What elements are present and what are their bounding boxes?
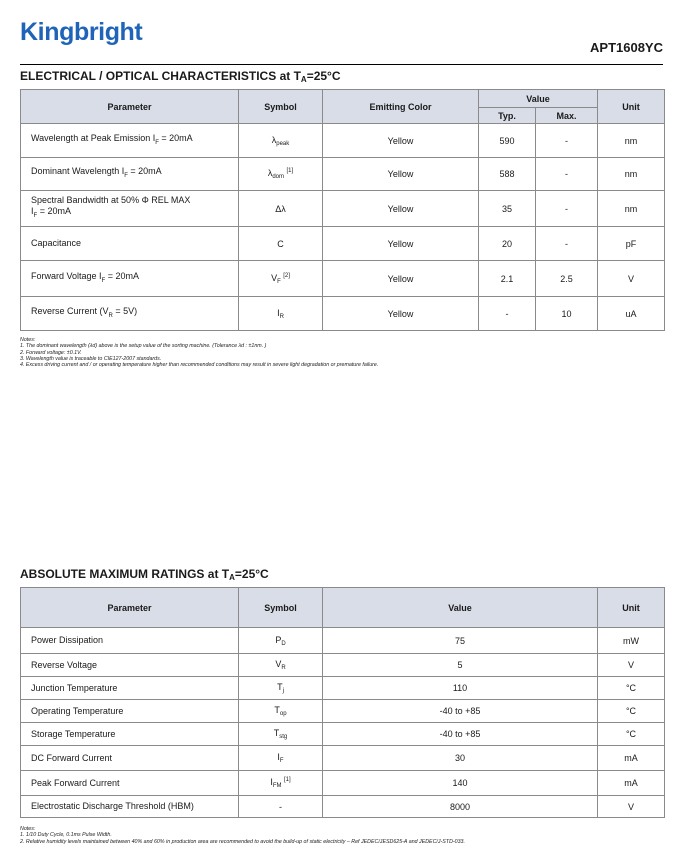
typ-value-cell: 588 bbox=[479, 158, 536, 191]
symbol-cell bbox=[239, 677, 323, 700]
typ-value-cell: 35 bbox=[479, 191, 536, 227]
col-header-typ: Typ. bbox=[479, 108, 536, 124]
symbol-subscript: F bbox=[277, 278, 281, 285]
symbol-base: V bbox=[275, 659, 282, 669]
symbol-cell bbox=[239, 191, 323, 227]
col-header-max: Max. bbox=[536, 108, 598, 124]
note-line: 1. The dominant wavelength (λd) above is the setup value of the sorting machine. (Tolerance λd : ±1nm. ) bbox=[20, 343, 267, 350]
max-value-cell: - bbox=[536, 158, 598, 191]
symbol-base: - bbox=[279, 801, 282, 812]
table-row bbox=[21, 771, 665, 796]
value-cell: 75 bbox=[323, 628, 598, 654]
parameter-condition: = 20mA bbox=[105, 270, 139, 281]
symbol-base: C bbox=[277, 238, 284, 249]
value-cell: 140 bbox=[323, 771, 598, 796]
typ-value-cell: 20 bbox=[479, 227, 536, 261]
symbol-note-ref: [1] bbox=[284, 777, 291, 783]
parameter-text: I bbox=[31, 206, 34, 217]
absolute-notes bbox=[20, 826, 465, 845]
parameter-condition: = 20mA bbox=[127, 166, 162, 177]
emitting-color-cell: Yellow bbox=[323, 191, 479, 227]
symbol-subscript: FM bbox=[272, 783, 282, 789]
col-header-value: Value bbox=[479, 90, 598, 108]
max-value-cell: - bbox=[536, 191, 598, 227]
parameter-condition: = 20mA bbox=[37, 206, 71, 217]
parameter-text: Dominant Wavelength I bbox=[31, 166, 125, 177]
col-header-unit: Unit bbox=[598, 588, 665, 628]
table-row bbox=[21, 677, 665, 700]
note-line: Notes: bbox=[20, 826, 36, 832]
table-row bbox=[21, 796, 665, 818]
table-row bbox=[21, 124, 665, 158]
table-row bbox=[21, 746, 665, 771]
parameter-cell bbox=[21, 158, 239, 191]
unit-cell: °C bbox=[598, 723, 665, 746]
unit-cell: V bbox=[598, 796, 665, 818]
max-value-cell: - bbox=[536, 124, 598, 158]
col-header-unit: Unit bbox=[598, 90, 665, 124]
emitting-color-cell: Yellow bbox=[323, 124, 479, 158]
parameter-cell: Operating Temperature bbox=[21, 700, 239, 723]
parameter-cell: Power Dissipation bbox=[21, 628, 239, 654]
table-row bbox=[21, 700, 665, 723]
symbol-base: λ bbox=[271, 134, 277, 145]
part-number: APT1608YC bbox=[590, 40, 663, 55]
parameter-condition: = 5V) bbox=[112, 305, 138, 316]
parameter-cell bbox=[21, 124, 239, 158]
note-line: 1. 1/10 Duty Cycle, 0.1ms Pulse Width. bbox=[20, 832, 112, 839]
parameter-cell: Electrostatic Discharge Threshold (HBM) bbox=[21, 796, 239, 818]
value-cell: 110 bbox=[323, 677, 598, 700]
value-cell: 30 bbox=[323, 746, 598, 771]
unit-cell: pF bbox=[598, 227, 665, 261]
parameter-text: Reverse Current (V bbox=[31, 305, 109, 316]
parameter-cell: Junction Temperature bbox=[21, 677, 239, 700]
unit-cell: uA bbox=[598, 297, 665, 331]
parameter-cell: Storage Temperature bbox=[21, 723, 239, 746]
symbol-base: I bbox=[277, 307, 280, 318]
unit-cell: nm bbox=[598, 158, 665, 191]
symbol-cell bbox=[239, 227, 323, 261]
symbol-subscript: dom bbox=[272, 174, 284, 180]
symbol-cell bbox=[239, 261, 323, 297]
typ-value-cell: 2.1 bbox=[479, 261, 536, 297]
max-value-cell: 2.5 bbox=[536, 261, 598, 297]
col-header-symbol: Symbol bbox=[239, 588, 323, 628]
symbol-note-ref: [1] bbox=[286, 168, 294, 174]
symbol-cell bbox=[239, 628, 323, 654]
parameter-subscript: F bbox=[155, 139, 159, 146]
value-cell: 8000 bbox=[323, 796, 598, 818]
col-header-emitting-color: Emitting Color bbox=[323, 90, 479, 124]
unit-cell: °C bbox=[598, 677, 665, 700]
symbol-cell bbox=[239, 700, 323, 723]
symbol-base: T bbox=[274, 705, 280, 715]
unit-cell: mA bbox=[598, 746, 665, 771]
table-row bbox=[21, 227, 665, 261]
kingbright-logo: Kingbright bbox=[20, 18, 143, 46]
symbol-base: V bbox=[271, 272, 278, 283]
electrical-optical-table bbox=[20, 89, 665, 331]
absolute-maximum-table bbox=[20, 587, 665, 818]
electrical-notes bbox=[20, 337, 378, 368]
parameter-cell bbox=[21, 191, 239, 227]
emitting-color-cell: Yellow bbox=[323, 227, 479, 261]
emitting-color-cell: Yellow bbox=[323, 158, 479, 191]
note-line: 4. Excess driving current and / or operating temperature higher than recommended conditions may result in severe light degradation or premature failure. bbox=[20, 362, 379, 369]
symbol-cell bbox=[239, 796, 323, 818]
emitting-color-cell: Yellow bbox=[323, 297, 479, 331]
symbol-subscript: D bbox=[281, 640, 286, 647]
symbol-cell bbox=[239, 124, 323, 158]
parameter-text: Capacitance bbox=[31, 238, 82, 248]
emitting-color-cell: Yellow bbox=[323, 261, 479, 297]
symbol-base: T bbox=[273, 728, 280, 738]
symbol-subscript: stg bbox=[279, 734, 288, 740]
parameter-subscript: R bbox=[108, 312, 113, 319]
parameter-text: Forward Voltage I bbox=[31, 270, 102, 281]
table-row bbox=[21, 654, 665, 677]
value-cell: 5 bbox=[323, 654, 598, 677]
typ-value-cell: 590 bbox=[479, 124, 536, 158]
symbol-subscript: R bbox=[279, 313, 284, 320]
symbol-cell bbox=[239, 771, 323, 796]
note-line: 2. Forward voltage: ±0.1V. bbox=[20, 349, 82, 356]
parameter-subscript: F bbox=[33, 212, 38, 219]
parameter-condition: = 20mA bbox=[158, 132, 193, 143]
table-row bbox=[21, 261, 665, 297]
symbol-note-ref: [2] bbox=[283, 272, 290, 279]
symbol-subscript: j bbox=[282, 688, 284, 694]
symbol-subscript: F bbox=[279, 758, 284, 764]
typ-value-cell: - bbox=[479, 297, 536, 331]
header-rule bbox=[20, 64, 663, 65]
table-row bbox=[21, 297, 665, 331]
electrical-section-title: ELECTRICAL / OPTICAL CHARACTERISTICS at $T_A=25^\circ C$ bbox=[20, 69, 341, 84]
unit-cell: V bbox=[598, 654, 665, 677]
parameter-cell: Peak Forward Current bbox=[21, 771, 239, 796]
col-header-symbol: Symbol bbox=[239, 90, 323, 124]
note-line: Notes: bbox=[20, 337, 36, 343]
note-line: 3. Wavelength value is traceable to CIE127-2007 standards. bbox=[20, 355, 162, 362]
symbol-base: λ bbox=[267, 168, 273, 178]
symbol-subscript: R bbox=[281, 665, 286, 671]
parameter-cell bbox=[21, 261, 239, 297]
parameter-subscript: F bbox=[101, 277, 106, 284]
absolute-section-title: ABSOLUTE MAXIMUM RATINGS at $T_A=25^\circ C$ bbox=[20, 567, 269, 582]
parameter-cell: DC Forward Current bbox=[21, 746, 239, 771]
symbol-cell bbox=[239, 746, 323, 771]
symbol-base: I bbox=[270, 777, 273, 787]
parameter-text: Wavelength at Peak Emission I bbox=[31, 132, 156, 143]
symbol-subscript: op bbox=[279, 711, 287, 717]
symbol-base: P bbox=[275, 634, 282, 645]
unit-cell: °C bbox=[598, 700, 665, 723]
symbol-cell bbox=[239, 654, 323, 677]
max-value-cell: - bbox=[536, 227, 598, 261]
table-row bbox=[21, 191, 665, 227]
symbol-base: I bbox=[277, 752, 280, 762]
unit-cell: nm bbox=[598, 191, 665, 227]
symbol-base: T bbox=[277, 682, 283, 692]
parameter-cell bbox=[21, 227, 239, 261]
parameter-subscript: F bbox=[124, 172, 128, 179]
col-header-parameter: Parameter bbox=[21, 90, 239, 124]
parameter-cell bbox=[21, 297, 239, 331]
unit-cell: V bbox=[598, 261, 665, 297]
note-line: 2. Relative humidity levels maintained between 40% and 60% in production area are recommended to avoid the build-up of static electricity – Ref JEDEC/JESD625-A and JEDEC/J-STD-033. bbox=[20, 838, 465, 845]
unit-cell: nm bbox=[598, 124, 665, 158]
col-header-value: Value bbox=[323, 588, 598, 628]
parameter-cell: Reverse Voltage bbox=[21, 654, 239, 677]
symbol-subscript: peak bbox=[276, 140, 290, 147]
value-cell: -40 to +85 bbox=[323, 723, 598, 746]
value-cell: -40 to +85 bbox=[323, 700, 598, 723]
symbol-base: Δλ bbox=[275, 203, 286, 214]
parameter-text: Spectral Bandwidth at 50% Φ REL MAX bbox=[31, 195, 191, 206]
unit-cell: mW bbox=[598, 628, 665, 654]
max-value-cell: 10 bbox=[536, 297, 598, 331]
symbol-cell bbox=[239, 158, 323, 191]
unit-cell: mA bbox=[598, 771, 665, 796]
symbol-cell bbox=[239, 723, 323, 746]
symbol-cell bbox=[239, 297, 323, 331]
table-row bbox=[21, 158, 665, 191]
table-row bbox=[21, 628, 665, 654]
col-header-parameter: Parameter bbox=[21, 588, 239, 628]
table-row bbox=[21, 723, 665, 746]
